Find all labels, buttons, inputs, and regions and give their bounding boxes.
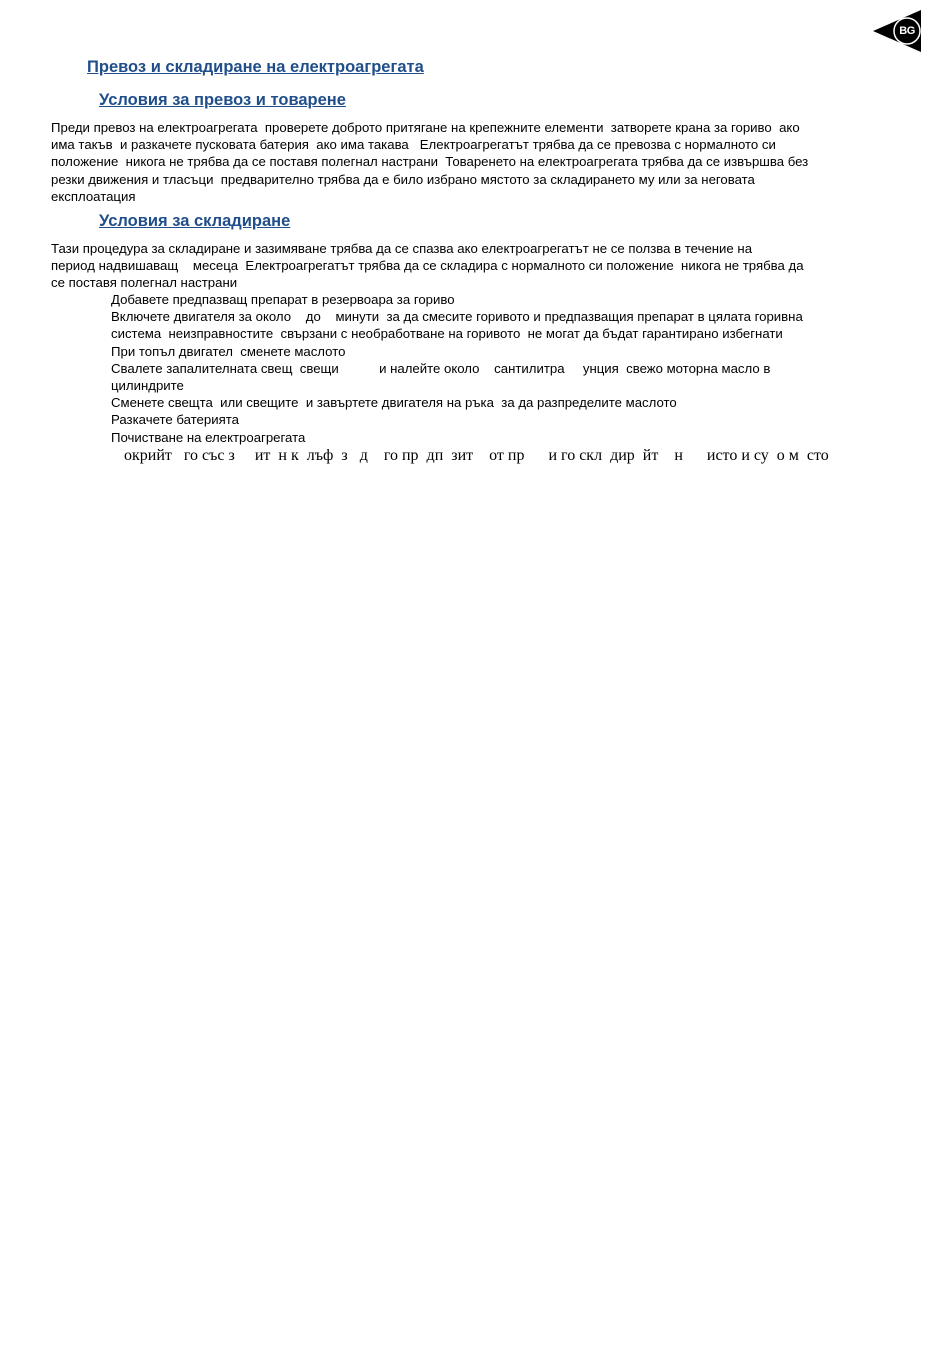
cleaning-instruction-text: окрийт го със з ит н к лъф з д го пр дп зит от пр и го скл дир йт н исто и су о м сто: [124, 447, 829, 464]
storage-line: период надвишаващ месеца Електроагрегатът трябва да се складира с нормалното си положение никога не трябва да: [51, 258, 804, 274]
storage-step: [111, 429, 921, 446]
transport-line: експлоатация: [51, 188, 136, 204]
storage-step-text: Свалете запалителната свещ свещи и налейте около сантилитра унция свежо моторна масло в: [111, 360, 771, 376]
storage-step-text: система неизправностите свързани с необработване на горивото не могат да бъдат гарантирано избегнати: [111, 326, 783, 342]
storage-step: [111, 394, 921, 411]
transport-paragraph: [51, 119, 931, 205]
storage-step: [111, 291, 921, 308]
storage-step: [111, 308, 921, 342]
transport-line: има такъв и разкачете пусковата батерия ако има такава Електроагрегатът трябва да се превозва с нормалното си: [51, 137, 776, 153]
storage-step-text: Добавете предпазващ препарат в резервоара за гориво: [111, 292, 455, 307]
storage-step-text: Разкачете батерията: [111, 412, 239, 428]
storage-step: [111, 343, 921, 360]
page-title: Превоз и складиране на електроагрегата: [87, 58, 424, 76]
storage-step-text: Включете двигателя за около до минути за да смесите горивото и предпазващия препарат в цялата горивна: [111, 309, 803, 325]
storage-step-text: При топъл двигател сменете маслото: [111, 343, 346, 359]
storage-heading: Условия за складиране: [99, 212, 291, 230]
storage-step-text: цилиндрите: [111, 378, 184, 394]
storage-paragraph: [51, 240, 931, 292]
language-badge-label: BG: [899, 25, 915, 37]
storage-step-text: Почистване на електроагрегата: [111, 429, 306, 445]
transport-line: положение никога не трябва да се поставя полегнал настрани Товаренето на електроагрегата трябва да се извършва без: [51, 154, 809, 170]
storage-step-text: Сменете свещта или свещите и завъртете двигателя на ръка за да разпределите маслото: [111, 395, 677, 411]
transport-heading: Условия за превоз и товарене: [99, 91, 346, 109]
storage-line: Тази процедура за складиране и зазимяване трябва да се спазва ако електроагрегатът не се ползва в течение на: [51, 241, 753, 256]
transport-line: Преди превоз на електроагрегата проверете доброто притягане на крепежните елементи затворете крана за гориво ако: [51, 120, 800, 135]
transport-line: резки движения и тласъци предварително трябва да е било избрано мястото за складирането му или за неговата: [51, 171, 755, 187]
storage-step: [111, 411, 921, 428]
language-badge: [873, 10, 923, 52]
storage-line: се поставя полегнал настрани: [51, 275, 238, 291]
storage-step: [111, 360, 921, 394]
storage-steps-list: [111, 291, 921, 446]
